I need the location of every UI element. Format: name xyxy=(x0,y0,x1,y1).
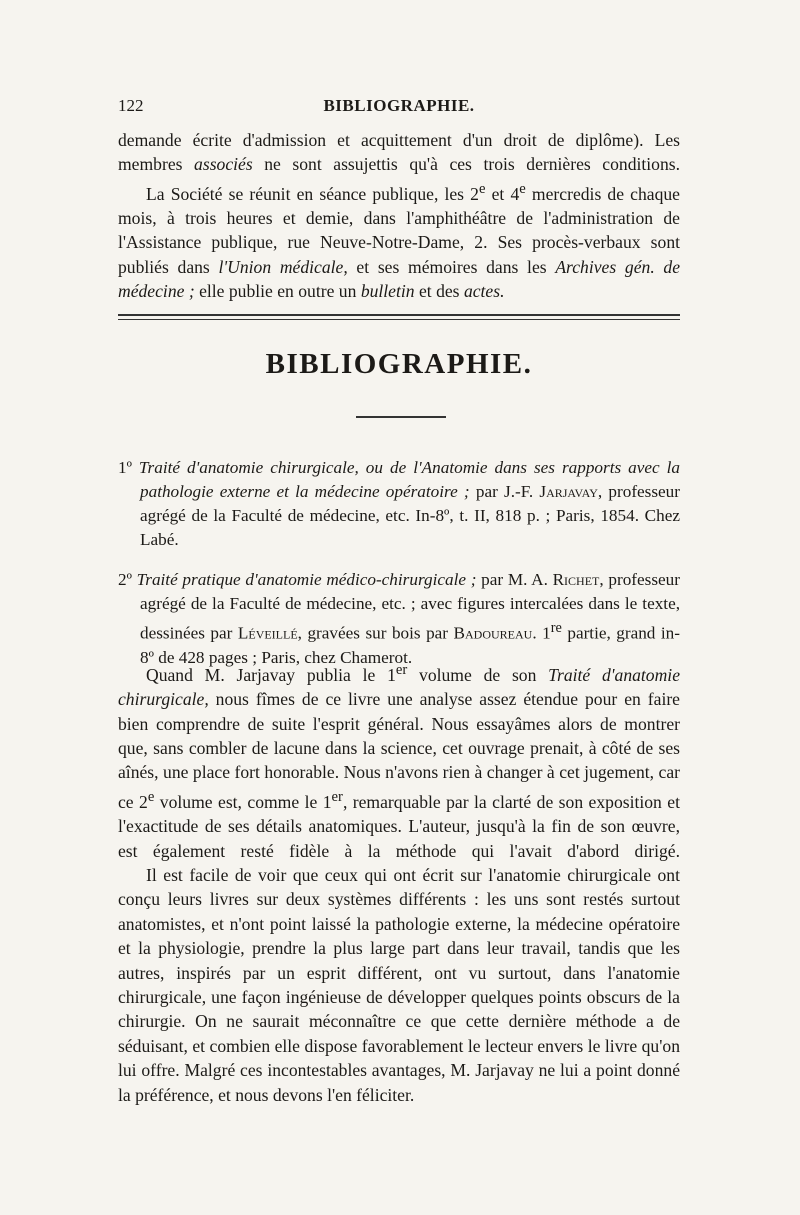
review-paragraph-1: Quand M. Jarjavay publia le 1er volume de son Traité d'anatomie chirurgicale, nous fîmes de ce livre une analyse assez étendue pour en faire bien comprendre de suite l'esprit général. Nous essayâmes alors de montrer que, sans combler de lacune dans la science, cet ouvrage prenait, à côté de ses aînés, une place fort honorable. Nous n'avons rien à changer à cet jugement, car ce 2e volume est, comme le 1er, remarquable par la clarté de son exposition et l'exactitude de ses détails anatomiques. L'auteur, jusqu'à la fin de son œuvre, est également resté fidèle à la méthode qui l'avait d'abord dirigé. xyxy=(118,662,681,861)
bibliography-entry-1: 1º Traité d'anatomie chirurgicale, ou de l'Anatomie dans ses rapports avec la pathologie externe et la médecine opératoire ; par J.-F. Jarjavay, professeur agrégé de la Faculté de médecine, etc. In-8º, t. II, 818 p. ; Paris, 1854. Chez Labé. xyxy=(118,458,680,549)
review-paragraph-2: Il est facile de voir que ceux qui ont écrit sur l'anatomie chirurgicale ont conçu leurs livres sur deux systèmes différents : les uns sont restés surtout anatomistes, et n'ont point laissé la pathologie externe, la médecine opératoire et la physiologie, prendre la plus large part dans leur travail, tandis que les autres, inspirés par un esprit différent, ont vu surtout, dans l'anatomie chirurgicale, une façon ingénieuse de développer quelques points obscurs de la chirurgie. On ne saurait méconnaître ce que cette dernière méthode a de séduisant, et combien elle dispose favorablement le lecteur envers le livre qu'on lui offre. Malgré ces incontestables avantages, M. Jarjavay ne lui a point donné la préférence, et nous devons l'en féliciter. xyxy=(118,864,680,1105)
intro-text xyxy=(118,128,680,304)
section-double-rule-top xyxy=(118,314,680,316)
section-title: BIBLIOGRAPHIE. xyxy=(265,348,533,380)
section-double-rule-bottom xyxy=(118,319,680,320)
review-text xyxy=(118,658,680,1107)
bibliography-entries xyxy=(118,456,680,670)
intro-paragraph-1: demande écrite d'admission et acquittement d'un droit de diplôme). Les membres associés ne sont assujettis qu'à ces trois dernières conditions. xyxy=(118,130,681,175)
running-head: BIBLIOGRAPHIE. xyxy=(323,96,475,115)
intro-paragraph-2: La Société se réunit en séance publique, les 2e et 4e mercredis de chaque mois, à trois heures et demie, dans l'amphithéâtre de l'administration de l'Assistance publique, rue Neuve-Notre-Dame, 2. Ses procès-verbaux sont publiés dans l'Union médicale, et ses mémoires dans les Archives gén. de médecine ; elle publie en outre un bulletin et des actes. xyxy=(118,180,681,302)
bibliography-entry-2: 2º Traité pratique d'anatomie médico-chirurgicale ; par M. A. Richet, professeur agrégé de la Faculté de médecine, etc. ; avec figures intercalées dans le texte, dessinées par Léveillé, gravées sur bois par Badoureau. 1re partie, grand in-8º de 428 pages ; Paris, chez Chamerot. xyxy=(118,570,680,667)
title-underline xyxy=(356,416,446,418)
page-header xyxy=(118,96,680,118)
page-number: 122 xyxy=(118,96,144,115)
